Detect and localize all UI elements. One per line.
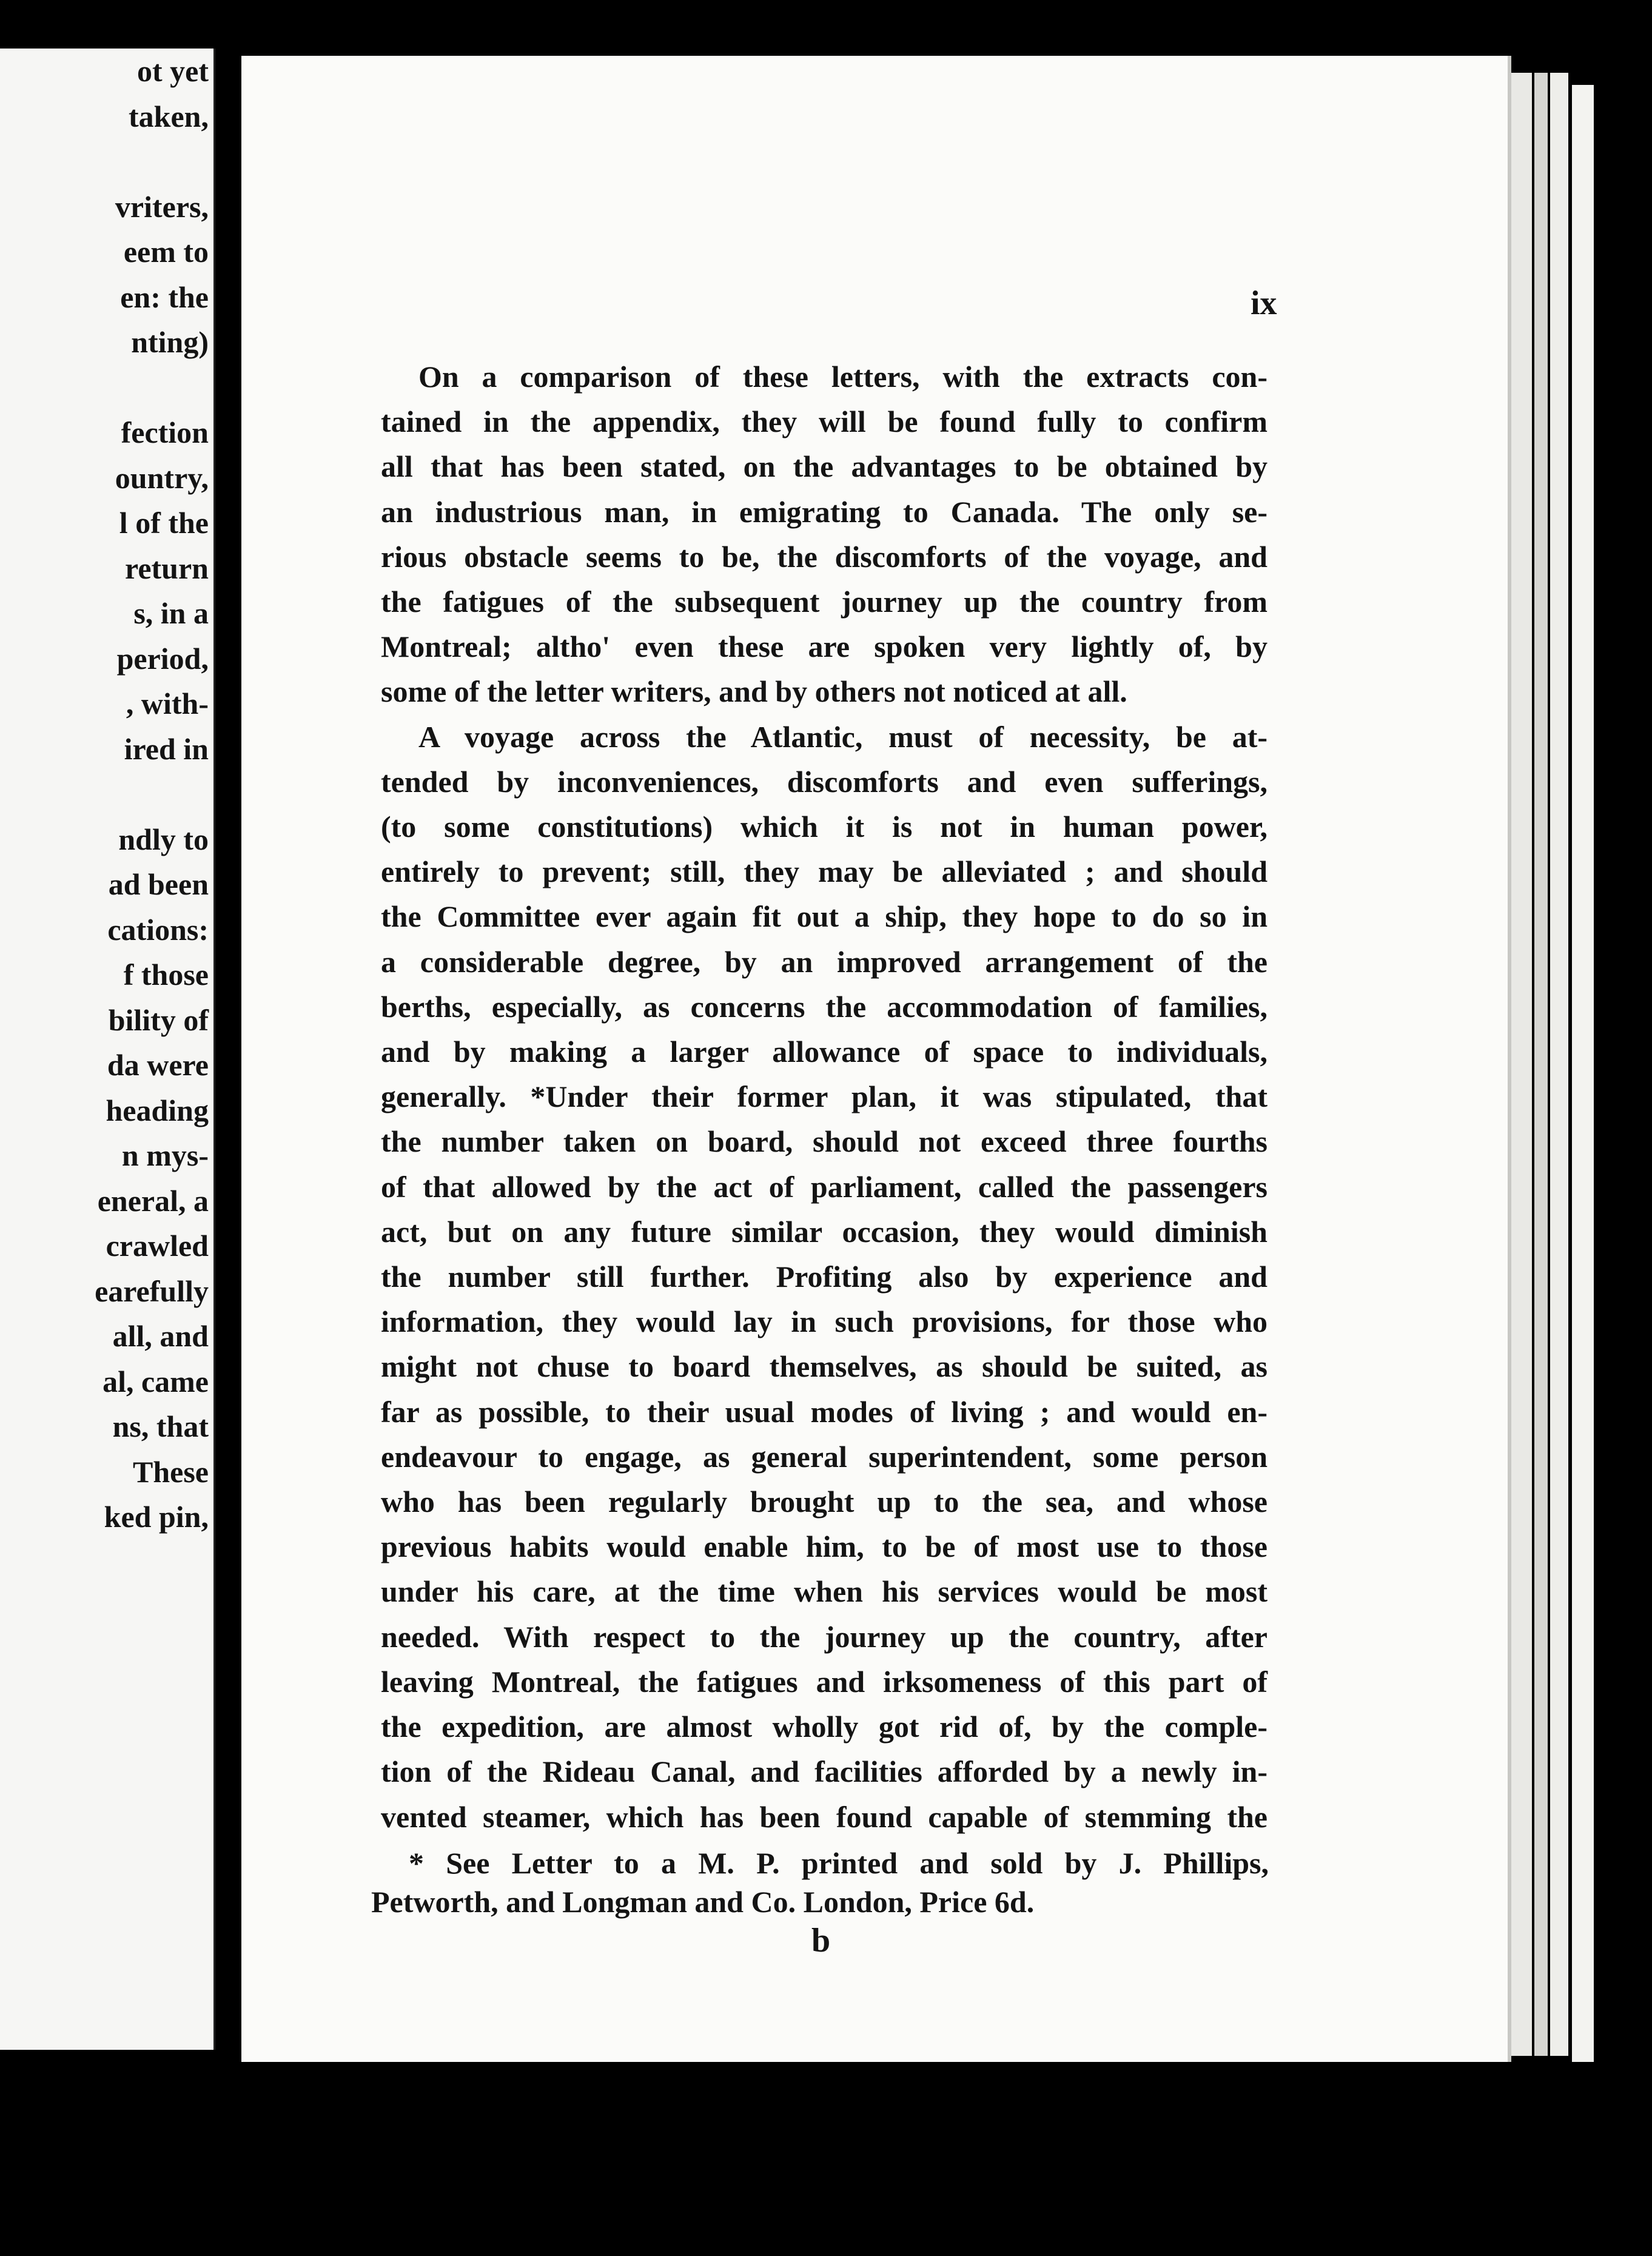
facing-page-line: fection (121, 415, 209, 449)
facing-page-line: f those (123, 958, 209, 992)
facing-page-line: al, came (102, 1364, 209, 1398)
text-line: of that allowed by the act of parliament, called the passengers (381, 1169, 1268, 1204)
facing-page-line: ountry, (115, 460, 209, 495)
page-edge (1534, 73, 1548, 2056)
facing-page-line: return (125, 551, 209, 585)
facing-page-line: vriters, (115, 189, 209, 224)
text-line: rious obstacle seems to be, the discomforts of the voyage, and (381, 539, 1268, 574)
text-line: the Committee ever again fit out a ship, they hope to do so in (381, 899, 1268, 934)
facing-page-line: earefully (95, 1274, 209, 1308)
facing-page-line: heading (106, 1093, 209, 1127)
page-edge (1550, 73, 1568, 2056)
text-line: entirely to prevent; still, they may be alleviated ; and should (381, 854, 1268, 889)
facing-page-line: ired in (124, 731, 209, 766)
facing-page-line: bility of (108, 1002, 209, 1037)
facing-page-line: crawled (106, 1229, 209, 1263)
text-line: A voyage across the Atlantic, must of necessity, be at- (418, 719, 1268, 754)
page-edge (1572, 85, 1594, 2062)
facing-page (0, 49, 215, 2050)
text-line: far as possible, to their usual modes of living ; and would en- (381, 1394, 1268, 1429)
text-line: a considerable degree, by an improved arrangement of the (381, 944, 1268, 979)
facing-page-line: period, (116, 641, 209, 676)
signature-mark: b (811, 1922, 831, 1959)
facing-page-line: , with- (126, 687, 209, 720)
facing-page-line (95, 365, 209, 411)
facing-page-line (95, 771, 209, 817)
facing-page-line: ns, that (112, 1409, 209, 1443)
text-line: berths, especially, as concerns the accommodation of families, (381, 989, 1268, 1024)
text-line: under his care, at the time when his services would be most (381, 1574, 1268, 1609)
facing-page-text (95, 49, 209, 1540)
footnote-line: Petworth, and Longman and Co. London, Price 6d. (371, 1885, 1035, 1919)
text-line: all that has been stated, on the advantages to be obtained by (381, 449, 1268, 484)
facing-page-line: ot yet (137, 54, 209, 88)
facing-page-line: ndly to (118, 822, 209, 856)
text-line: the fatigues of the subsequent journey up the country from (381, 585, 1268, 619)
text-line: the number still further. Profiting also by experience and (381, 1260, 1268, 1294)
facing-page-line: eneral, a (97, 1183, 209, 1218)
facing-page-line: nting) (131, 325, 209, 359)
facing-page-line: da were (107, 1048, 209, 1082)
text-line: who has been regularly brought up to the sea, and whose (381, 1485, 1268, 1519)
dust-speck (981, 7, 995, 23)
text-line: an industrious man, in emigrating to Canada. The only se- (381, 494, 1268, 529)
text-line: tained in the appendix, they will be found fully to confirm (381, 405, 1268, 439)
page-number: ix (1251, 284, 1277, 322)
footnote (371, 1844, 1269, 1921)
text-line: information, they would lay in such provisions, for those who (381, 1304, 1268, 1339)
body-text (381, 354, 1268, 1839)
text-line: generally. *Under their former plan, it was stipulated, that (381, 1079, 1268, 1114)
text-line: act, but on any future similar occasion, they would diminish (381, 1214, 1268, 1249)
facing-page-line: These (133, 1454, 209, 1489)
facing-page-line: l of the (119, 506, 209, 540)
text-line: the number taken on board, should not exceed three fourths (381, 1124, 1268, 1159)
text-line: endeavour to engage, as general superintendent, some person (381, 1439, 1268, 1474)
text-line: tion of the Rideau Canal, and facilities afforded by a newly in- (381, 1754, 1268, 1789)
facing-page-line: n mys- (121, 1138, 209, 1172)
text-line: previous habits would enable him, to be of most use to those (381, 1529, 1268, 1564)
text-line: vented steamer, which has been found capable of stemming the (381, 1799, 1268, 1834)
facing-page-line: en: the (120, 280, 209, 314)
facing-page-line: taken, (129, 99, 209, 133)
facing-page-line: cations: (107, 912, 209, 947)
text-line: Montreal; altho' even these are spoken very lightly of, by (381, 629, 1268, 664)
text-line: tended by inconveniences, discomforts and even sufferings, (381, 764, 1268, 799)
text-line: the expedition, are almost wholly got rid of, by the comple- (381, 1710, 1268, 1744)
page-edge (1511, 73, 1532, 2056)
text-line: leaving Montreal, the fatigues and irksomeness of this part of (381, 1664, 1268, 1699)
facing-page-line: ked pin, (104, 1500, 209, 1534)
facing-page-line: eem to (123, 235, 209, 269)
text-line: needed. With respect to the journey up the country, after (381, 1619, 1268, 1654)
text-line: some of the letter writers, and by others not noticed at all. (381, 674, 1127, 709)
facing-page-line: ad been (108, 867, 209, 901)
facing-page-line: all, and (112, 1319, 209, 1353)
facing-page-line (95, 139, 209, 184)
facing-page-line: s, in a (133, 596, 209, 630)
text-line: might not chuse to board themselves, as should be suited, as (381, 1349, 1268, 1384)
text-line: On a comparison of these letters, with the extracts con- (418, 360, 1268, 394)
text-line: and by making a larger allowance of space to individuals, (381, 1035, 1268, 1069)
footnote-line: * See Letter to a M. P. printed and sold by J. Phillips, (409, 1846, 1269, 1880)
text-line: (to some constitutions) which it is not in human power, (381, 810, 1268, 844)
